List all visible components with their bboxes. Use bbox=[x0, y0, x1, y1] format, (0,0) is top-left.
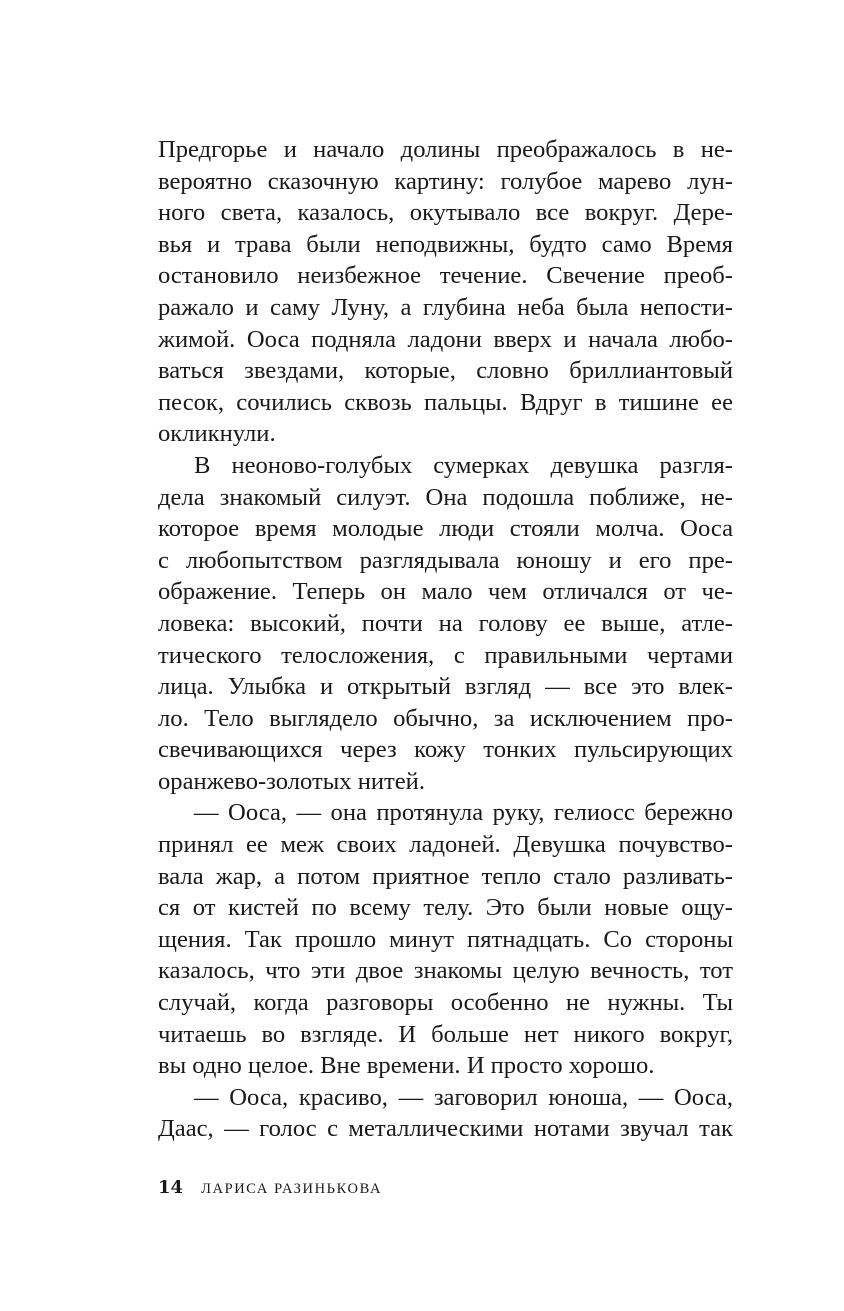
text-line: — Ооса, красиво, — заговорил юноша, — Ооса, bbox=[194, 1083, 733, 1111]
text-line: Предгорье и начало долины преображалось в не- bbox=[158, 136, 733, 163]
text-line: ного света, казалось, окутывало все вокруг. Дере- bbox=[158, 199, 733, 227]
page-footer bbox=[158, 1173, 382, 1203]
page-number: 14 bbox=[158, 1177, 184, 1198]
text-line: В неоново-голубых сумерках девушка разгля- bbox=[194, 451, 733, 479]
text-line: Даас, — голос с металлическими нотами звучал так bbox=[158, 1115, 733, 1143]
text-line: которое время молодые люди стояли молча. Ооса bbox=[158, 515, 733, 543]
text-line: принял ее меж своих ладоней. Девушка почувство- bbox=[158, 831, 733, 859]
paragraph bbox=[158, 134, 733, 450]
text-line: вы одно целое. Вне времени. И просто хорошо. bbox=[158, 1052, 655, 1080]
text-line: ражало и саму Луну, а глубина неба была непости- bbox=[158, 293, 733, 321]
text-line: щения. Так прошло минут пятнадцать. Со стороны bbox=[158, 925, 733, 953]
text-line: песок, сочились сквозь пальцы. Вдруг в тишине ее bbox=[158, 388, 733, 416]
text-line: тического телосложения, с правильными чертами bbox=[158, 641, 733, 669]
text-line: — Ооса, — она протянула руку, гелиосс бережно bbox=[194, 799, 733, 827]
text-line: ловека: высокий, почти на голову ее выше, атле- bbox=[158, 609, 733, 637]
text-line: вала жар, а потом приятное тепло стало разливать- bbox=[158, 862, 733, 890]
text-line: оранжево-золотых нитей. bbox=[158, 767, 425, 795]
text-line: остановило неизбежное течение. Свечение преоб- bbox=[158, 262, 733, 290]
text-line: ло. Тело выглядело обычно, за исключением про- bbox=[158, 704, 733, 732]
text-line: вья и трава были неподвижны, будто само Время bbox=[158, 230, 733, 258]
text-line: читаешь во взгляде. И больше нет никого вокруг, bbox=[158, 1020, 733, 1048]
paragraph bbox=[158, 1082, 733, 1145]
text-line: вероятно сказочную картину: голубое марево лун- bbox=[158, 167, 733, 195]
text-line: свечивающихся через кожу тонких пульсирующих bbox=[158, 736, 733, 764]
text-line: случай, когда разговоры особенно не нужны. Ты bbox=[158, 989, 733, 1017]
text-line: ваться звездами, которые, словно бриллиантовый bbox=[158, 357, 733, 385]
paragraph bbox=[158, 450, 733, 798]
text-line: ся от кистей по всему телу. Это были новые ощу- bbox=[158, 894, 733, 922]
text-line: окликнули. bbox=[158, 420, 276, 448]
running-head: ЛАРИСА РАЗИНЬКОВА bbox=[201, 1181, 383, 1197]
text-line: дела знакомый силуэт. Она подошла поближе, не- bbox=[158, 483, 733, 511]
text-line: лица. Улыбка и открытый взгляд — все это влек- bbox=[158, 673, 733, 701]
text-line: казалось, что эти двое знакомы целую вечность, тот bbox=[158, 957, 733, 985]
text-line: жимой. Ооса подняла ладони вверх и начала любо- bbox=[158, 325, 733, 353]
text-line: ображение. Теперь он мало чем отличался от че- bbox=[158, 578, 733, 606]
text-line: с любопытством разглядывала юношу и его пре- bbox=[158, 546, 733, 574]
paragraph bbox=[158, 797, 733, 1081]
body-text bbox=[158, 134, 733, 1145]
